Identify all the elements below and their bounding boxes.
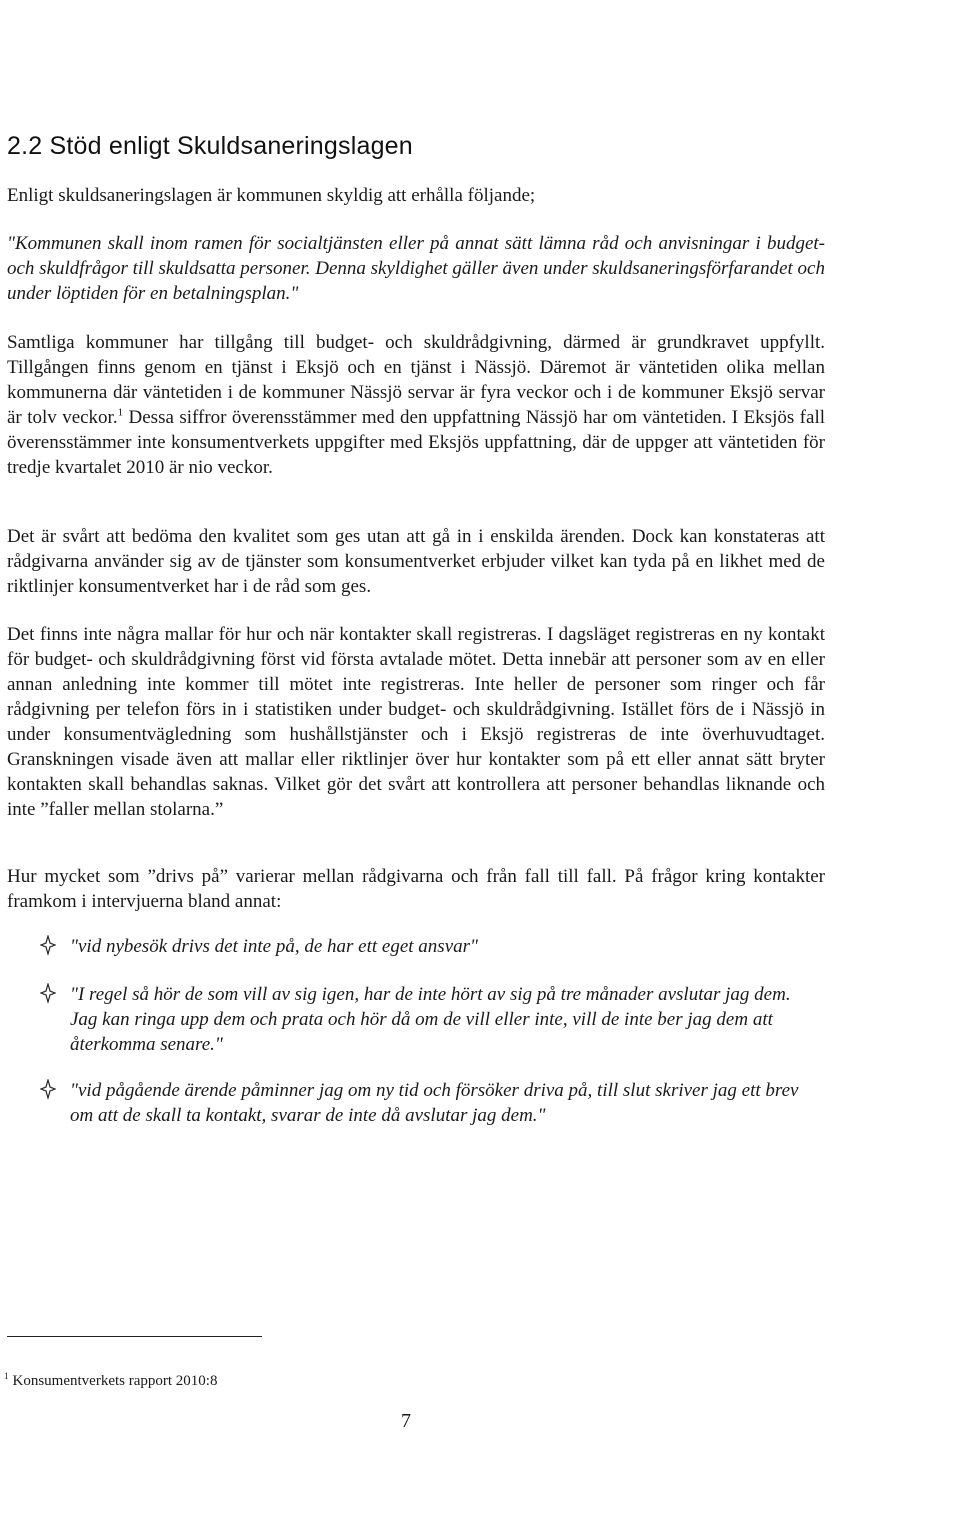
registration-paragraph: Det finns inte några mallar för hur och när kontakter skall registreras. I dagsläget registreras en ny kontakt för budget- och skuldrådgivning först vid första avtalade mötet. Detta innebär att personer som av en eller annan anledning inte kommer till mötet inte registreras. Inte heller de personer som ringer och får rådgivning per telefon förs in i statistiken under budget- och skuldrådgivning. Istället förs de i Nässjö in under konsumentvägledning som hushållstjänster och i Eksjö registreras de inte överhuvudtaget. Granskningen visade även att mallar eller riktlinjer över hur kontakter som på ett eller annat sätt bryter kontakten skall behandlas saknas. Vilket gör det svårt att kontrollera att personer behandlas liknande och inte ”faller mellan stolarna.” [7,624,825,820]
footnote-text: Konsumentverkets rapport 2010:8 [12,1373,218,1389]
four-point-star-icon [40,983,56,1003]
page-number: 7 [401,1410,411,1432]
interview-quote-text: "I regel så hör de som vill av sig igen, har de inte hört av sig på tre månader avslutar jag dem. Jag kan ringa upp dem och prata och hör då om de vill eller inte, vill de inte ber jag dem att återkomma senare." [70,984,791,1055]
footnote-marker: 1 [4,1371,9,1381]
availability-text-part1: Samtliga kommuner har tillgång till budget- och skuldrådgivning, därmed är grundkravet uppfyllt. Tillgången finns genom en tjänst i Eksjö och en tjänst i Nässjö. Däremot är väntetiden olika mellan kommunerna där väntetiden i de kommuner Nässjö servar är fyra veckor och i de kommuner Eksjö servar är tolv veckor. [7,332,825,428]
interview-quote-item [40,982,820,1057]
interview-quote-item [40,934,820,959]
interview-quote-text: "vid pågående ärende påminner jag om ny tid och försöker driva på, till slut skriver jag ett brev om att de skall ta kontakt, svarar de inte då avslutar jag dem." [70,1080,799,1126]
four-point-star-icon [40,1079,56,1099]
intro-paragraph: Enligt skuldsaneringslagen är kommunen skyldig att erhålla följande; [7,185,536,206]
footnote-separator [7,1336,262,1337]
interview-quote-text: "vid nybesök drivs det inte på, de har ett eget ansvar" [70,936,478,957]
law-quote: "Kommunen skall inom ramen för socialtjänsten eller på annat sätt lämna råd och anvisningar i budget- och skuldfrågor till skuldsatta personer. Denna skyldighet gäller även under skuldsaneringsförfarandet och under löptiden för en betalningsplan." [7,233,825,304]
quality-paragraph: Det är svårt att bedöma den kvalitet som ges utan att gå in i enskilda ärenden. Dock kan konstateras att rådgivarna använder sig av de tjänster som konsumentverket erbjuder vilket kan tyda på en likhet med de riktlinjer konsumentverket har i de råd som ges. [7,526,825,597]
follow-up-paragraph: Hur mycket som ”drivs på” varierar mellan rådgivarna och från fall till fall. På frågor kring kontakter framkom i intervjuerna bland annat: [7,866,825,912]
availability-paragraph [7,330,825,480]
footnote [4,1373,217,1390]
footnote-reference: 1 [117,406,124,419]
four-point-star-icon [40,935,56,955]
section-heading: 2.2 Stöd enligt Skuldsaneringslagen [7,132,413,160]
interview-quote-item [40,1078,820,1128]
availability-text-part2: Dessa siffror överensstämmer med den uppfattning Nässjö har om väntetiden. I Eksjös fall överensstämmer inte konsumentverkets uppgifter med Eksjös uppfattning, där de uppger att väntetiden för tredje kvartalet 2010 är nio veckor. [7,407,825,478]
